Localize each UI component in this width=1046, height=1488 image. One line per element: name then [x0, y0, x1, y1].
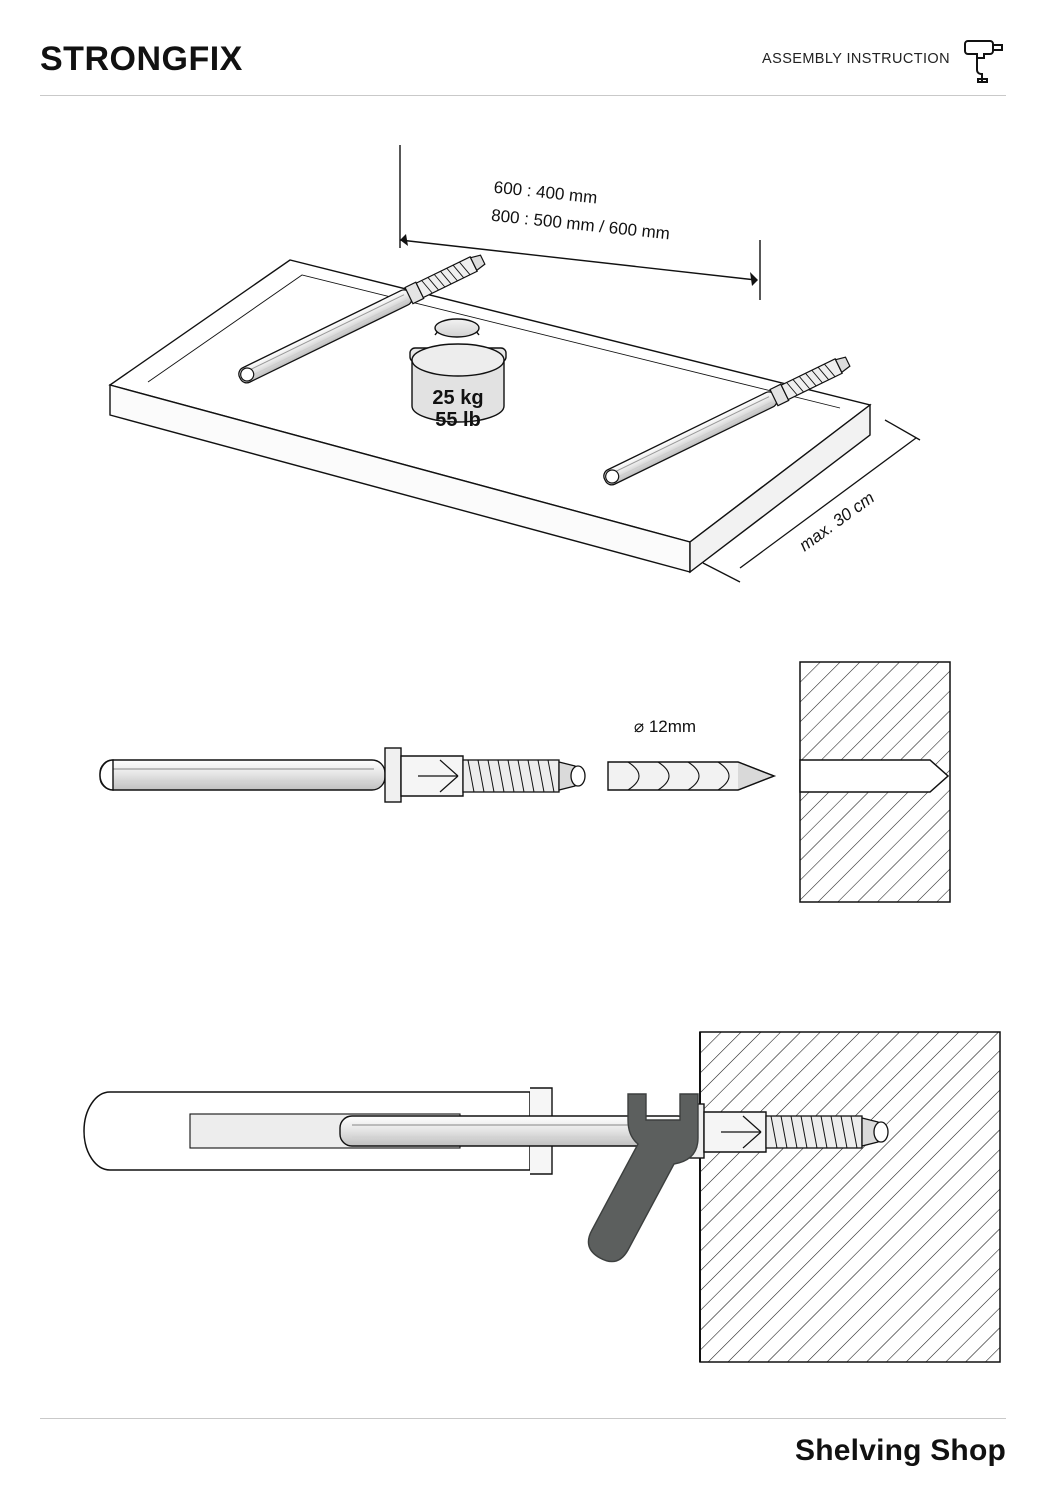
shelf-dimension-label-2: 800 : 500 mm / 600 mm	[490, 205, 671, 244]
anchor-bolt-part	[100, 748, 585, 802]
page-header	[40, 24, 1006, 94]
header-right-group	[762, 35, 1006, 83]
header-divider	[40, 95, 1006, 96]
shelf-dimension-label-1: 600 : 400 mm	[492, 177, 599, 208]
drill-bit-part	[608, 762, 774, 790]
load-weight-kg: 25 kg	[432, 387, 484, 409]
wall-section	[700, 1032, 1000, 1362]
footer-brand: Shelving Shop	[795, 1434, 1006, 1467]
footer-divider	[40, 1418, 1006, 1419]
shelf-overview-figure	[40, 120, 1006, 620]
wall-section	[800, 662, 950, 902]
shelf-depth-label: max. 30 cm	[795, 488, 878, 556]
drill-diameter-label: ⌀ 12mm	[633, 717, 697, 736]
page-title: STRONGFIX	[40, 39, 243, 78]
drill-icon	[964, 35, 1006, 83]
header-subtitle: ASSEMBLY INSTRUCTION	[762, 51, 950, 67]
installation-figure	[40, 1020, 1006, 1400]
load-weight-lb: 55 lb	[435, 409, 481, 431]
parts-figure	[40, 650, 1006, 960]
page-footer	[40, 1428, 1006, 1474]
